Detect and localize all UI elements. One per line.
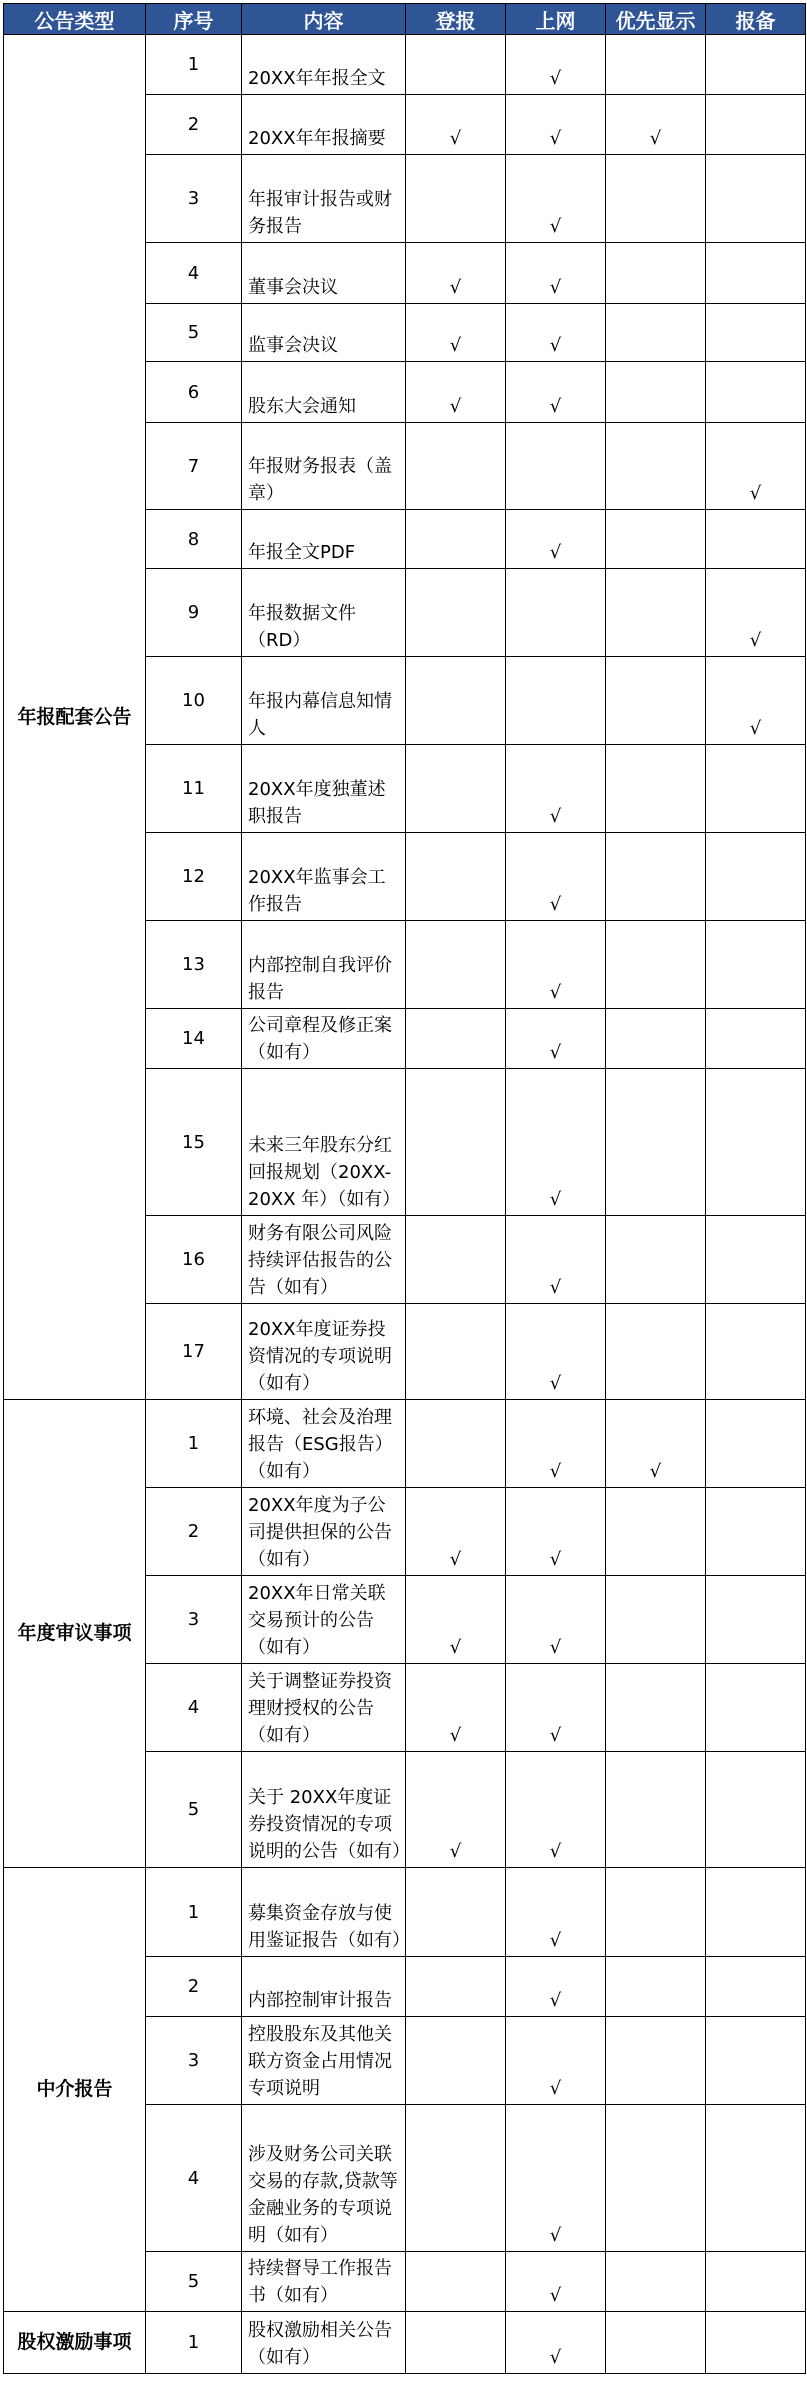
newspaper-check-cell (406, 1400, 506, 1488)
online-check-cell: √ (506, 510, 606, 569)
row-number-cell: 1 (146, 1868, 242, 1957)
priority-check-cell (606, 1868, 706, 1957)
content-cell: 董事会决议 (242, 243, 406, 304)
newspaper-check-cell (406, 1304, 506, 1400)
row-number-cell: 5 (146, 2252, 242, 2312)
content-cell: 年报审计报告或财务报告 (242, 155, 406, 243)
row-number-cell: 5 (146, 1752, 242, 1868)
row-number-cell: 4 (146, 243, 242, 304)
filing-check-cell (706, 1009, 806, 1069)
row-number-cell: 17 (146, 1304, 242, 1400)
header-priority-display: 优先显示 (606, 4, 706, 35)
priority-check-cell (606, 569, 706, 657)
priority-check-cell (606, 243, 706, 304)
online-check-cell: √ (506, 745, 606, 833)
filing-check-cell (706, 1664, 806, 1752)
row-number-cell: 2 (146, 1957, 242, 2017)
priority-check-cell (606, 1216, 706, 1304)
online-check-cell: √ (506, 921, 606, 1009)
filing-check-cell (706, 1868, 806, 1957)
row-number-cell: 8 (146, 510, 242, 569)
table-row (4, 35, 806, 95)
row-number-cell: 12 (146, 833, 242, 921)
row-number-cell: 11 (146, 745, 242, 833)
content-cell: 公司章程及修正案（如有） (242, 1009, 406, 1069)
priority-check-cell (606, 510, 706, 569)
newspaper-check-cell (406, 2252, 506, 2312)
filing-check-cell: √ (706, 569, 806, 657)
content-cell: 股权激励相关公告（如有） (242, 2312, 406, 2374)
newspaper-check-cell (406, 1069, 506, 1216)
online-check-cell: √ (506, 1400, 606, 1488)
newspaper-check-cell (406, 1868, 506, 1957)
priority-check-cell (606, 2252, 706, 2312)
filing-check-cell (706, 833, 806, 921)
newspaper-check-cell: √ (406, 95, 506, 155)
header-online: 上网 (506, 4, 606, 35)
content-cell: 控股股东及其他关联方资金占用情况专项说明 (242, 2017, 406, 2105)
row-number-cell: 13 (146, 921, 242, 1009)
online-check-cell (506, 569, 606, 657)
newspaper-check-cell (406, 2105, 506, 2252)
newspaper-check-cell (406, 1957, 506, 2017)
row-number-cell: 1 (146, 1400, 242, 1488)
filing-check-cell (706, 921, 806, 1009)
online-check-cell: √ (506, 1664, 606, 1752)
priority-check-cell (606, 1664, 706, 1752)
priority-check-cell (606, 1752, 706, 1868)
content-cell: 20XX年日常关联交易预计的公告（如有） (242, 1576, 406, 1664)
filing-check-cell (706, 1216, 806, 1304)
newspaper-check-cell: √ (406, 362, 506, 423)
priority-check-cell: √ (606, 95, 706, 155)
content-cell: 涉及财务公司关联交易的存款,贷款等金融业务的专项说明（如有） (242, 2105, 406, 2252)
filing-check-cell (706, 1400, 806, 1488)
priority-check-cell (606, 1957, 706, 2017)
row-number-cell: 14 (146, 1009, 242, 1069)
newspaper-check-cell (406, 1009, 506, 1069)
row-number-cell: 5 (146, 304, 242, 362)
online-check-cell: √ (506, 304, 606, 362)
newspaper-check-cell (406, 569, 506, 657)
online-check-cell: √ (506, 1957, 606, 2017)
announcement-table (3, 3, 806, 2374)
filing-check-cell (706, 1488, 806, 1576)
priority-check-cell (606, 423, 706, 510)
content-cell: 20XX年度为子公司提供担保的公告（如有） (242, 1488, 406, 1576)
category-cell: 年度审议事项 (4, 1400, 146, 1868)
filing-check-cell (706, 2105, 806, 2252)
table-body (4, 35, 806, 2374)
online-check-cell: √ (506, 1576, 606, 1664)
priority-check-cell (606, 35, 706, 95)
content-cell: 持续督导工作报告书（如有） (242, 2252, 406, 2312)
filing-check-cell (706, 1304, 806, 1400)
content-cell: 内部控制审计报告 (242, 1957, 406, 2017)
content-cell: 关于调整证券投资理财授权的公告（如有） (242, 1664, 406, 1752)
filing-check-cell (706, 95, 806, 155)
content-cell: 年报数据文件（RD） (242, 569, 406, 657)
content-cell: 股东大会通知 (242, 362, 406, 423)
filing-check-cell (706, 2017, 806, 2105)
newspaper-check-cell: √ (406, 304, 506, 362)
content-cell: 财务有限公司风险持续评估报告的公告（如有） (242, 1216, 406, 1304)
content-cell: 20XX年年报全文 (242, 35, 406, 95)
filing-check-cell (706, 1752, 806, 1868)
online-check-cell: √ (506, 833, 606, 921)
online-check-cell: √ (506, 362, 606, 423)
priority-check-cell (606, 1009, 706, 1069)
row-number-cell: 9 (146, 569, 242, 657)
newspaper-check-cell (406, 921, 506, 1009)
online-check-cell: √ (506, 35, 606, 95)
row-number-cell: 10 (146, 657, 242, 745)
newspaper-check-cell: √ (406, 1488, 506, 1576)
priority-check-cell (606, 1304, 706, 1400)
online-check-cell (506, 657, 606, 745)
row-number-cell: 7 (146, 423, 242, 510)
filing-check-cell (706, 745, 806, 833)
online-check-cell (506, 423, 606, 510)
content-cell: 未来三年股东分红回报规划（20XX-20XX 年）（如有） (242, 1069, 406, 1216)
content-cell: 环境、社会及治理报告（ESG报告）（如有） (242, 1400, 406, 1488)
filing-check-cell (706, 1576, 806, 1664)
newspaper-check-cell (406, 657, 506, 745)
newspaper-check-cell: √ (406, 1752, 506, 1868)
newspaper-check-cell (406, 2017, 506, 2105)
header-filing: 报备 (706, 4, 806, 35)
content-cell: 年报全文PDF (242, 510, 406, 569)
newspaper-check-cell (406, 155, 506, 243)
row-number-cell: 6 (146, 362, 242, 423)
priority-check-cell (606, 2105, 706, 2252)
row-number-cell: 3 (146, 155, 242, 243)
newspaper-check-cell (406, 35, 506, 95)
newspaper-check-cell: √ (406, 1664, 506, 1752)
priority-check-cell (606, 362, 706, 423)
content-cell: 年报财务报表（盖章） (242, 423, 406, 510)
row-number-cell: 4 (146, 2105, 242, 2252)
header-category: 公告类型 (4, 4, 146, 35)
content-cell: 监事会决议 (242, 304, 406, 362)
newspaper-check-cell: √ (406, 1576, 506, 1664)
online-check-cell: √ (506, 2252, 606, 2312)
table-row (4, 1868, 806, 1957)
priority-check-cell (606, 657, 706, 745)
row-number-cell: 2 (146, 1488, 242, 1576)
table-row (4, 2312, 806, 2374)
priority-check-cell (606, 2312, 706, 2374)
header-newspaper: 登报 (406, 4, 506, 35)
newspaper-check-cell (406, 745, 506, 833)
table-header-row (4, 4, 806, 35)
content-cell: 20XX年度独董述职报告 (242, 745, 406, 833)
online-check-cell: √ (506, 2017, 606, 2105)
priority-check-cell (606, 1488, 706, 1576)
priority-check-cell (606, 1069, 706, 1216)
content-cell: 关于 20XX年度证券投资情况的专项说明的公告（如有） (242, 1752, 406, 1868)
filing-check-cell: √ (706, 423, 806, 510)
priority-check-cell (606, 155, 706, 243)
online-check-cell: √ (506, 155, 606, 243)
category-cell: 中介报告 (4, 1868, 146, 2312)
filing-check-cell (706, 155, 806, 243)
row-number-cell: 1 (146, 2312, 242, 2374)
filing-check-cell (706, 35, 806, 95)
row-number-cell: 16 (146, 1216, 242, 1304)
filing-check-cell (706, 1957, 806, 2017)
newspaper-check-cell (406, 423, 506, 510)
online-check-cell: √ (506, 1069, 606, 1216)
online-check-cell: √ (506, 2105, 606, 2252)
priority-check-cell (606, 745, 706, 833)
header-number: 序号 (146, 4, 242, 35)
priority-check-cell (606, 921, 706, 1009)
header-content: 内容 (242, 4, 406, 35)
content-cell: 募集资金存放与使用鉴证报告（如有） (242, 1868, 406, 1957)
online-check-cell: √ (506, 1216, 606, 1304)
row-number-cell: 2 (146, 95, 242, 155)
priority-check-cell (606, 304, 706, 362)
online-check-cell: √ (506, 1868, 606, 1957)
filing-check-cell (706, 2312, 806, 2374)
filing-check-cell (706, 362, 806, 423)
row-number-cell: 1 (146, 35, 242, 95)
priority-check-cell (606, 833, 706, 921)
category-cell: 股权激励事项 (4, 2312, 146, 2374)
newspaper-check-cell: √ (406, 243, 506, 304)
online-check-cell: √ (506, 1752, 606, 1868)
content-cell: 20XX年年报摘要 (242, 95, 406, 155)
priority-check-cell: √ (606, 1400, 706, 1488)
filing-check-cell (706, 1069, 806, 1216)
content-cell: 内部控制自我评价报告 (242, 921, 406, 1009)
row-number-cell: 15 (146, 1069, 242, 1216)
category-cell: 年报配套公告 (4, 35, 146, 1400)
filing-check-cell (706, 304, 806, 362)
filing-check-cell (706, 2252, 806, 2312)
row-number-cell: 4 (146, 1664, 242, 1752)
online-check-cell: √ (506, 1304, 606, 1400)
filing-check-cell (706, 510, 806, 569)
content-cell: 20XX年监事会工作报告 (242, 833, 406, 921)
row-number-cell: 3 (146, 1576, 242, 1664)
filing-check-cell (706, 243, 806, 304)
row-number-cell: 3 (146, 2017, 242, 2105)
online-check-cell: √ (506, 95, 606, 155)
filing-check-cell: √ (706, 657, 806, 745)
online-check-cell: √ (506, 243, 606, 304)
newspaper-check-cell (406, 510, 506, 569)
priority-check-cell (606, 1576, 706, 1664)
online-check-cell: √ (506, 2312, 606, 2374)
online-check-cell: √ (506, 1488, 606, 1576)
newspaper-check-cell (406, 1216, 506, 1304)
content-cell: 年报内幕信息知情人 (242, 657, 406, 745)
newspaper-check-cell (406, 2312, 506, 2374)
online-check-cell: √ (506, 1009, 606, 1069)
priority-check-cell (606, 2017, 706, 2105)
table-row (4, 1400, 806, 1488)
content-cell: 20XX年度证券投资情况的专项说明（如有） (242, 1304, 406, 1400)
newspaper-check-cell (406, 833, 506, 921)
